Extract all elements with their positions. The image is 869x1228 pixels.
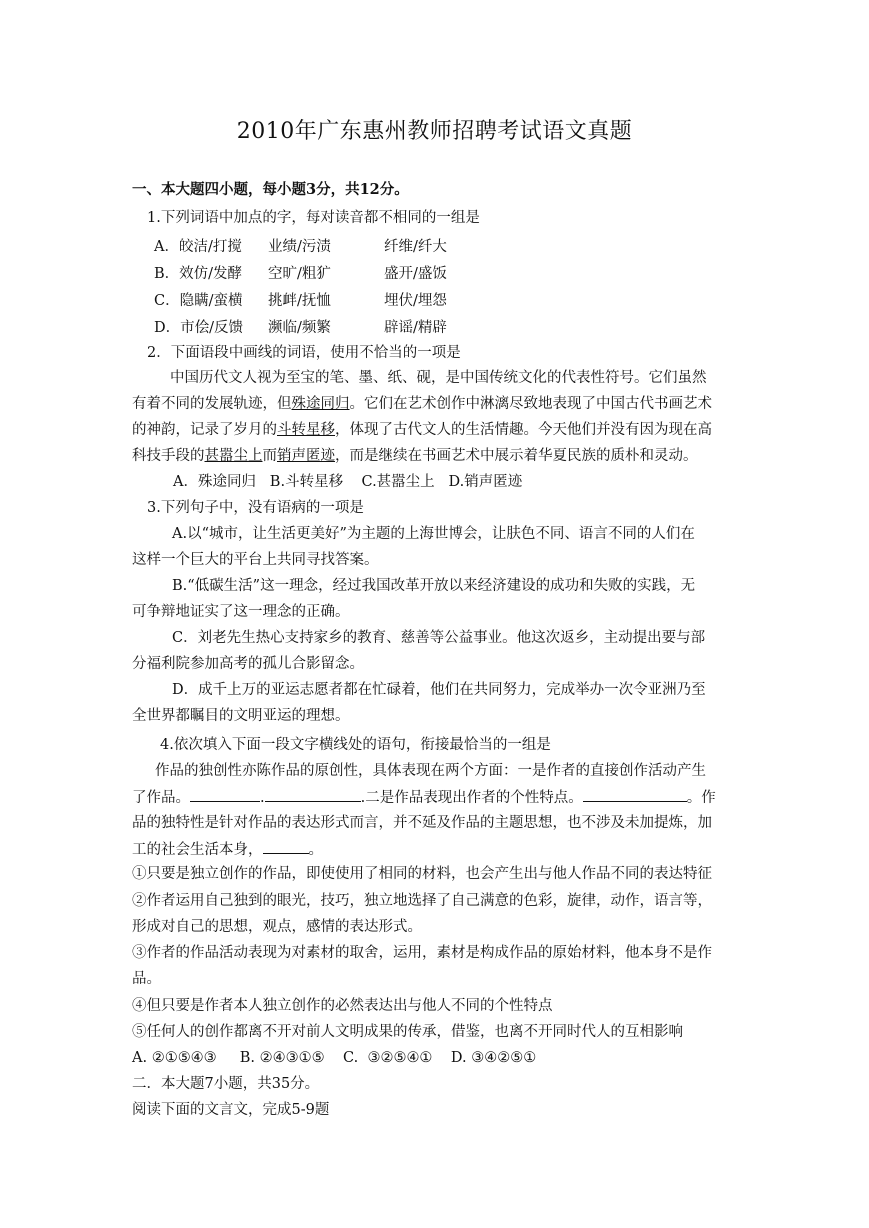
q2-passage-line: 中国历代文人视为至宝的笔、墨、纸、砚，是中国传统文化的代表性符号。它们虽然 bbox=[170, 370, 707, 386]
q3-option-b: B.“低碳生活”这一理念，经过我国改革开放以来经济建设的成功和失败的实践，无 bbox=[172, 578, 696, 594]
section2-instruction: 阅读下面的文言文，完成5-9题 bbox=[132, 1102, 330, 1118]
q1-option-d-col3: 辟谣/精辟 bbox=[384, 320, 447, 336]
q1-stem: 1.下列词语中加点的字，每对读音都不相同的一组是 bbox=[147, 210, 480, 226]
q3-option-a-cont: 这样一个巨大的平台上共同寻找答案。 bbox=[132, 552, 379, 568]
q3-option-c: C．刘老先生热心支持家乡的教育、慈善等公益事业。他这次返乡，主动提出要与部 bbox=[172, 630, 706, 646]
q4-options: A. ②①⑤④③ B. ②④③①⑤ C. ③②⑤④① D. ③④②⑤① bbox=[132, 1050, 537, 1066]
q1-option-b-col1: B．效仿/发酵 bbox=[154, 266, 243, 282]
underlined-term: 甚嚣尘上 bbox=[204, 448, 263, 464]
q1-option-d-col1: D．市侩/反馈 bbox=[154, 320, 244, 336]
q4-item-2: ②作者运用自己独到的眼光，技巧，独立地选择了自己满意的色彩，旋律，动作，语言等， bbox=[132, 893, 712, 909]
q3-option-d-cont: 全世界都瞩目的文明亚运的理想。 bbox=[132, 708, 350, 724]
section1-header: 一、本大题四小题，每小题3分，共12分。 bbox=[132, 181, 409, 198]
underlined-term: 销声匿迹 bbox=[277, 448, 335, 464]
q4-item-3: ③作者的作品活动表现为对素材的取舍，运用，素材是构成作品的原始材料，他本身不是作 bbox=[132, 945, 712, 961]
q2-options: A．殊途同归 B.斗转星移 C.甚嚣尘上 D.销声匿迹 bbox=[173, 474, 523, 490]
q4-passage-line: 了作品。 . .二是作品表现出作者的个性特点。 。作 bbox=[132, 787, 742, 808]
q3-option-d: D．成千上万的亚运志愿者都在忙碌着，他们在共同努力，完成举办一次令亚洲乃至 bbox=[172, 682, 706, 698]
q4-stem: 4.依次填入下面一段文字横线处的语句，衔接最恰当的一组是 bbox=[160, 737, 551, 753]
q1-option-c-col3: 埋伏/埋怨 bbox=[384, 293, 447, 309]
q2-passage-line: 的神韵，记录了岁月的斗转星移，体现了古代文人的生活情趣。今天他们并没有因为现在高 bbox=[132, 422, 712, 438]
q1-option-d-col2: 濒临/频繁 bbox=[268, 320, 331, 336]
q1-option-a-col2: 业绩/污渍 bbox=[268, 239, 331, 255]
q3-stem: 3.下列句子中，没有语病的一项是 bbox=[147, 500, 364, 516]
q4-item-5: ⑤任何人的创作都离不开对前人文明成果的传承，借鉴，也离不开同时代人的互相影响 bbox=[132, 1024, 683, 1040]
underlined-term: 殊途同归 bbox=[291, 396, 350, 412]
q4-item-4: ④但只要是作者本人独立创作的必然表达出与他人不同的个性特点 bbox=[132, 998, 553, 1014]
q1-option-a-col1: A．皎洁/打搅 bbox=[154, 239, 242, 255]
q4-item-2-cont: 形成对自己的思想，观点，感情的表达形式。 bbox=[132, 919, 422, 935]
answer-blank bbox=[190, 787, 260, 802]
q3-option-a: A.以“城市，让生活更美好”为主题的上海世博会，让肤色不同、语言不同的人们在 bbox=[172, 526, 695, 542]
page-title: 2010年广东惠州教师招聘考试语文真题 bbox=[236, 119, 633, 144]
q1-option-a-col3: 纤维/纤大 bbox=[384, 239, 447, 255]
q4-passage-line: 工的社会生活本身， 。 bbox=[132, 839, 742, 860]
q2-passage-line: 有着不同的发展轨迹，但殊途同归。它们在艺术创作中淋漓尽致地表现了中国古代书画艺术 bbox=[132, 396, 712, 412]
q4-passage-line: 品的独特性是针对作品的表达形式而言，并不延及作品的主题思想，也不涉及未加提炼，加 bbox=[132, 815, 712, 831]
q4-item-1: ①只要是独立创作的作品，即使使用了相同的材料，也会产生出与他人作品不同的表达特征 bbox=[132, 866, 712, 882]
q1-option-c-col1: C．隐瞒/蛮横 bbox=[154, 293, 243, 309]
answer-blank bbox=[265, 787, 361, 802]
answer-blank bbox=[263, 839, 309, 854]
underlined-term: 斗转星移 bbox=[277, 422, 335, 438]
section2-header: 二．本大题7小题，共35分。 bbox=[132, 1076, 320, 1092]
q4-item-3-cont: 品。 bbox=[132, 971, 161, 987]
q1-option-b-col2: 空旷/粗犷 bbox=[268, 266, 331, 282]
q3-option-c-cont: 分福利院参加高考的孤儿合影留念。 bbox=[132, 656, 364, 672]
q4-passage-line: 作品的独创性亦陈作品的原创性，具体表现在两个方面：一是作者的直接创作活动产生 bbox=[155, 763, 706, 779]
q1-option-c-col2: 挑衅/抚恤 bbox=[268, 293, 331, 309]
q3-option-b-cont: 可争辩地证实了这一理念的正确。 bbox=[132, 604, 350, 620]
q1-option-b-col3: 盛开/盛饭 bbox=[384, 266, 447, 282]
q2-passage-line: 科技手段的甚嚣尘上而销声匿迹，而是继续在书画艺术中展示着华夏民族的质朴和灵动。 bbox=[132, 448, 698, 464]
answer-blank bbox=[583, 787, 687, 802]
q2-stem: 2．下面语段中画线的词语，使用不恰当的一项是 bbox=[147, 345, 461, 361]
